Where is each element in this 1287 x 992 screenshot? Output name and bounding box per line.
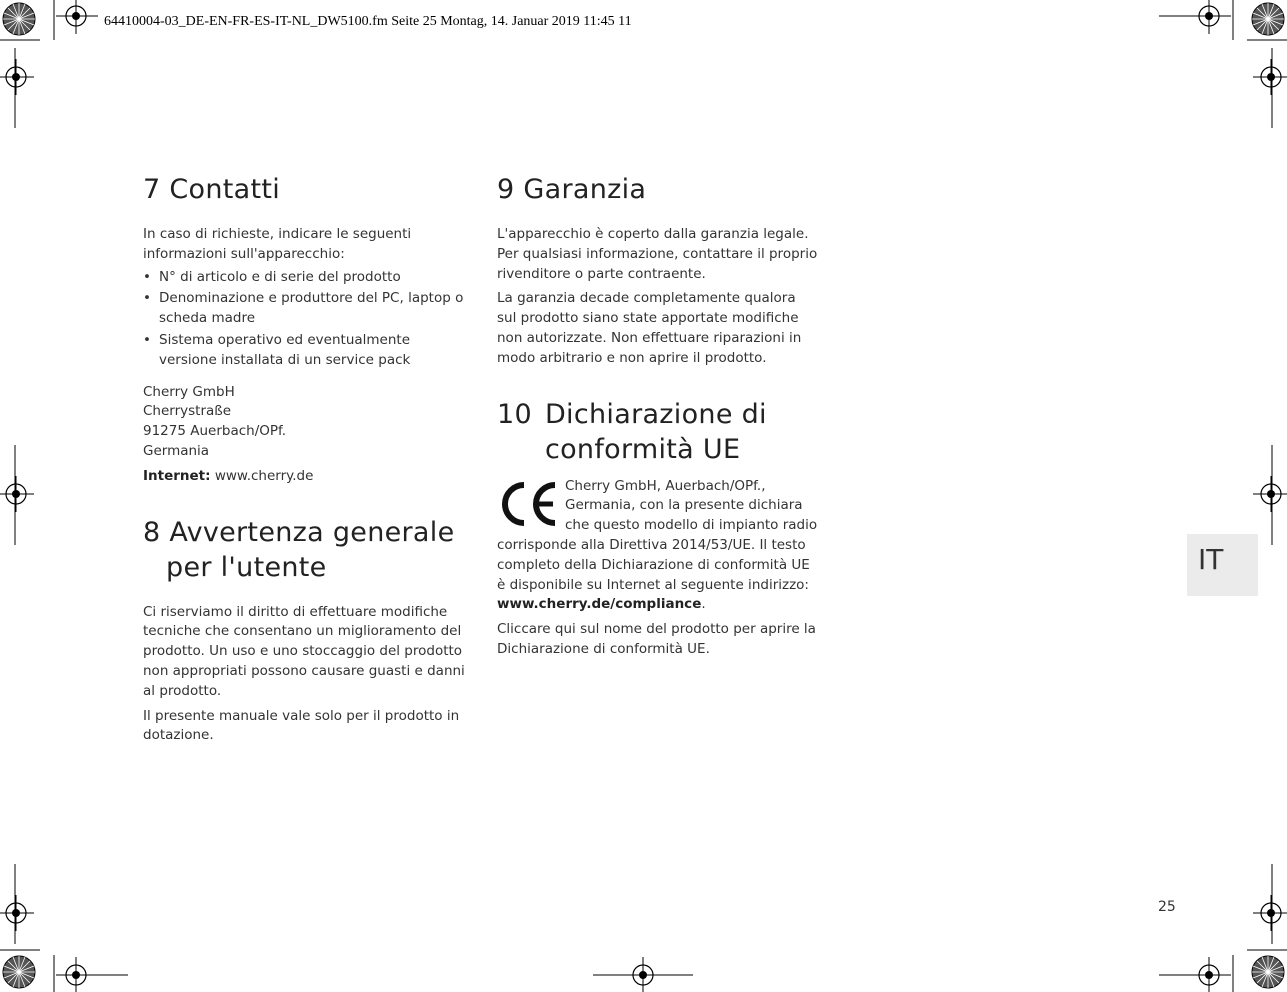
heading-avvertenza bbox=[143, 515, 468, 550]
language-tab-label: IT bbox=[1198, 543, 1224, 576]
language-tab bbox=[1187, 534, 1258, 596]
page-number: 25 bbox=[1158, 899, 1176, 915]
conformity-para1: Cherry GmbH, Auerbach/OPf., Germania, con la presente dichiara che questo modello di impianto radio corrisponde alla Direttiva 2014/53/UE. Il testo completo della Dichiarazione di conformità UE è disponibile su Internet al seguente indirizzo: www.cherry.de/compliance. bbox=[497, 477, 818, 613]
heading-title-line1: Dichiarazione di bbox=[544, 398, 767, 430]
notice-para2: Il presente manuale vale solo per il prodotto in dotazione. bbox=[143, 707, 460, 744]
conformity-block bbox=[497, 477, 819, 660]
heading-title-line2: conformità UE bbox=[544, 433, 741, 465]
warranty-para1: L'apparecchio è coperto dalla garanzia legale. Per qualsiasi informazione, contattare il proprio rivenditore o parte contraente. bbox=[497, 226, 818, 282]
heading-number: 9 bbox=[497, 174, 515, 205]
heading-title: Garanzia bbox=[523, 174, 647, 205]
heading-title-line1: Avvertenza generale bbox=[169, 516, 455, 548]
heading-contatti bbox=[143, 172, 468, 207]
notice-para1: Ci riserviamo il diritto di effettuare modifiche tecniche che consentano un miglioramento del prodotto. Un uso e uno stoccaggio del prodotto non appropriati possono causare guasti e danni al prodotto. bbox=[143, 603, 465, 699]
right-column bbox=[497, 172, 819, 660]
list-item: • Sistema operativo ed eventualmente versione installata di un service pack bbox=[143, 331, 468, 371]
heading-garanzia bbox=[497, 172, 819, 207]
warranty-para2: La garanzia decade completamente qualora sul prodotto siano state apportate modifiche non autorizzate. Non effettuare riparazioni in modo arbitrario e non aprire il prodotto. bbox=[497, 290, 802, 366]
conformity-para2: Cliccare qui sul nome del prodotto per aprire la Dichiarazione di conformità UE. bbox=[497, 621, 816, 657]
heading-title-line2: per l'utente bbox=[166, 551, 327, 583]
heading-number: 10 bbox=[497, 398, 532, 430]
address-block bbox=[143, 383, 468, 462]
heading-conformita bbox=[497, 397, 819, 467]
address-line: Cherry GmbH bbox=[143, 383, 235, 400]
internet-link[interactable]: www.cherry.de bbox=[214, 467, 314, 484]
list-item: • Denominazione e produttore del PC, laptop o scheda madre bbox=[143, 289, 468, 329]
internet-label: Internet: bbox=[143, 467, 211, 484]
contacts-intro: In caso di richieste, indicare le seguenti informazioni sull'apparecchio: bbox=[143, 226, 412, 262]
contacts-bullet-list bbox=[143, 268, 468, 371]
heading-number: 7 bbox=[143, 174, 161, 205]
list-item: • N° di articolo e di serie del prodotto bbox=[143, 268, 468, 288]
heading-title: Contatti bbox=[169, 174, 281, 205]
address-line: 91275 Auerbach/OPf. bbox=[143, 423, 287, 440]
address-line: Cherrystraße bbox=[143, 403, 232, 420]
compliance-link[interactable]: www.cherry.de/compliance bbox=[497, 596, 702, 613]
heading-number: 8 bbox=[143, 516, 161, 548]
ce-mark-icon bbox=[497, 479, 559, 529]
left-column bbox=[143, 172, 468, 746]
print-slug: 64410004-03_DE-EN-FR-ES-IT-NL_DW5100.fm Seite 25 Montag, 14. Januar 2019 11:45 11 bbox=[104, 14, 632, 29]
internet-line bbox=[143, 467, 468, 487]
address-line: Germania bbox=[143, 442, 210, 459]
